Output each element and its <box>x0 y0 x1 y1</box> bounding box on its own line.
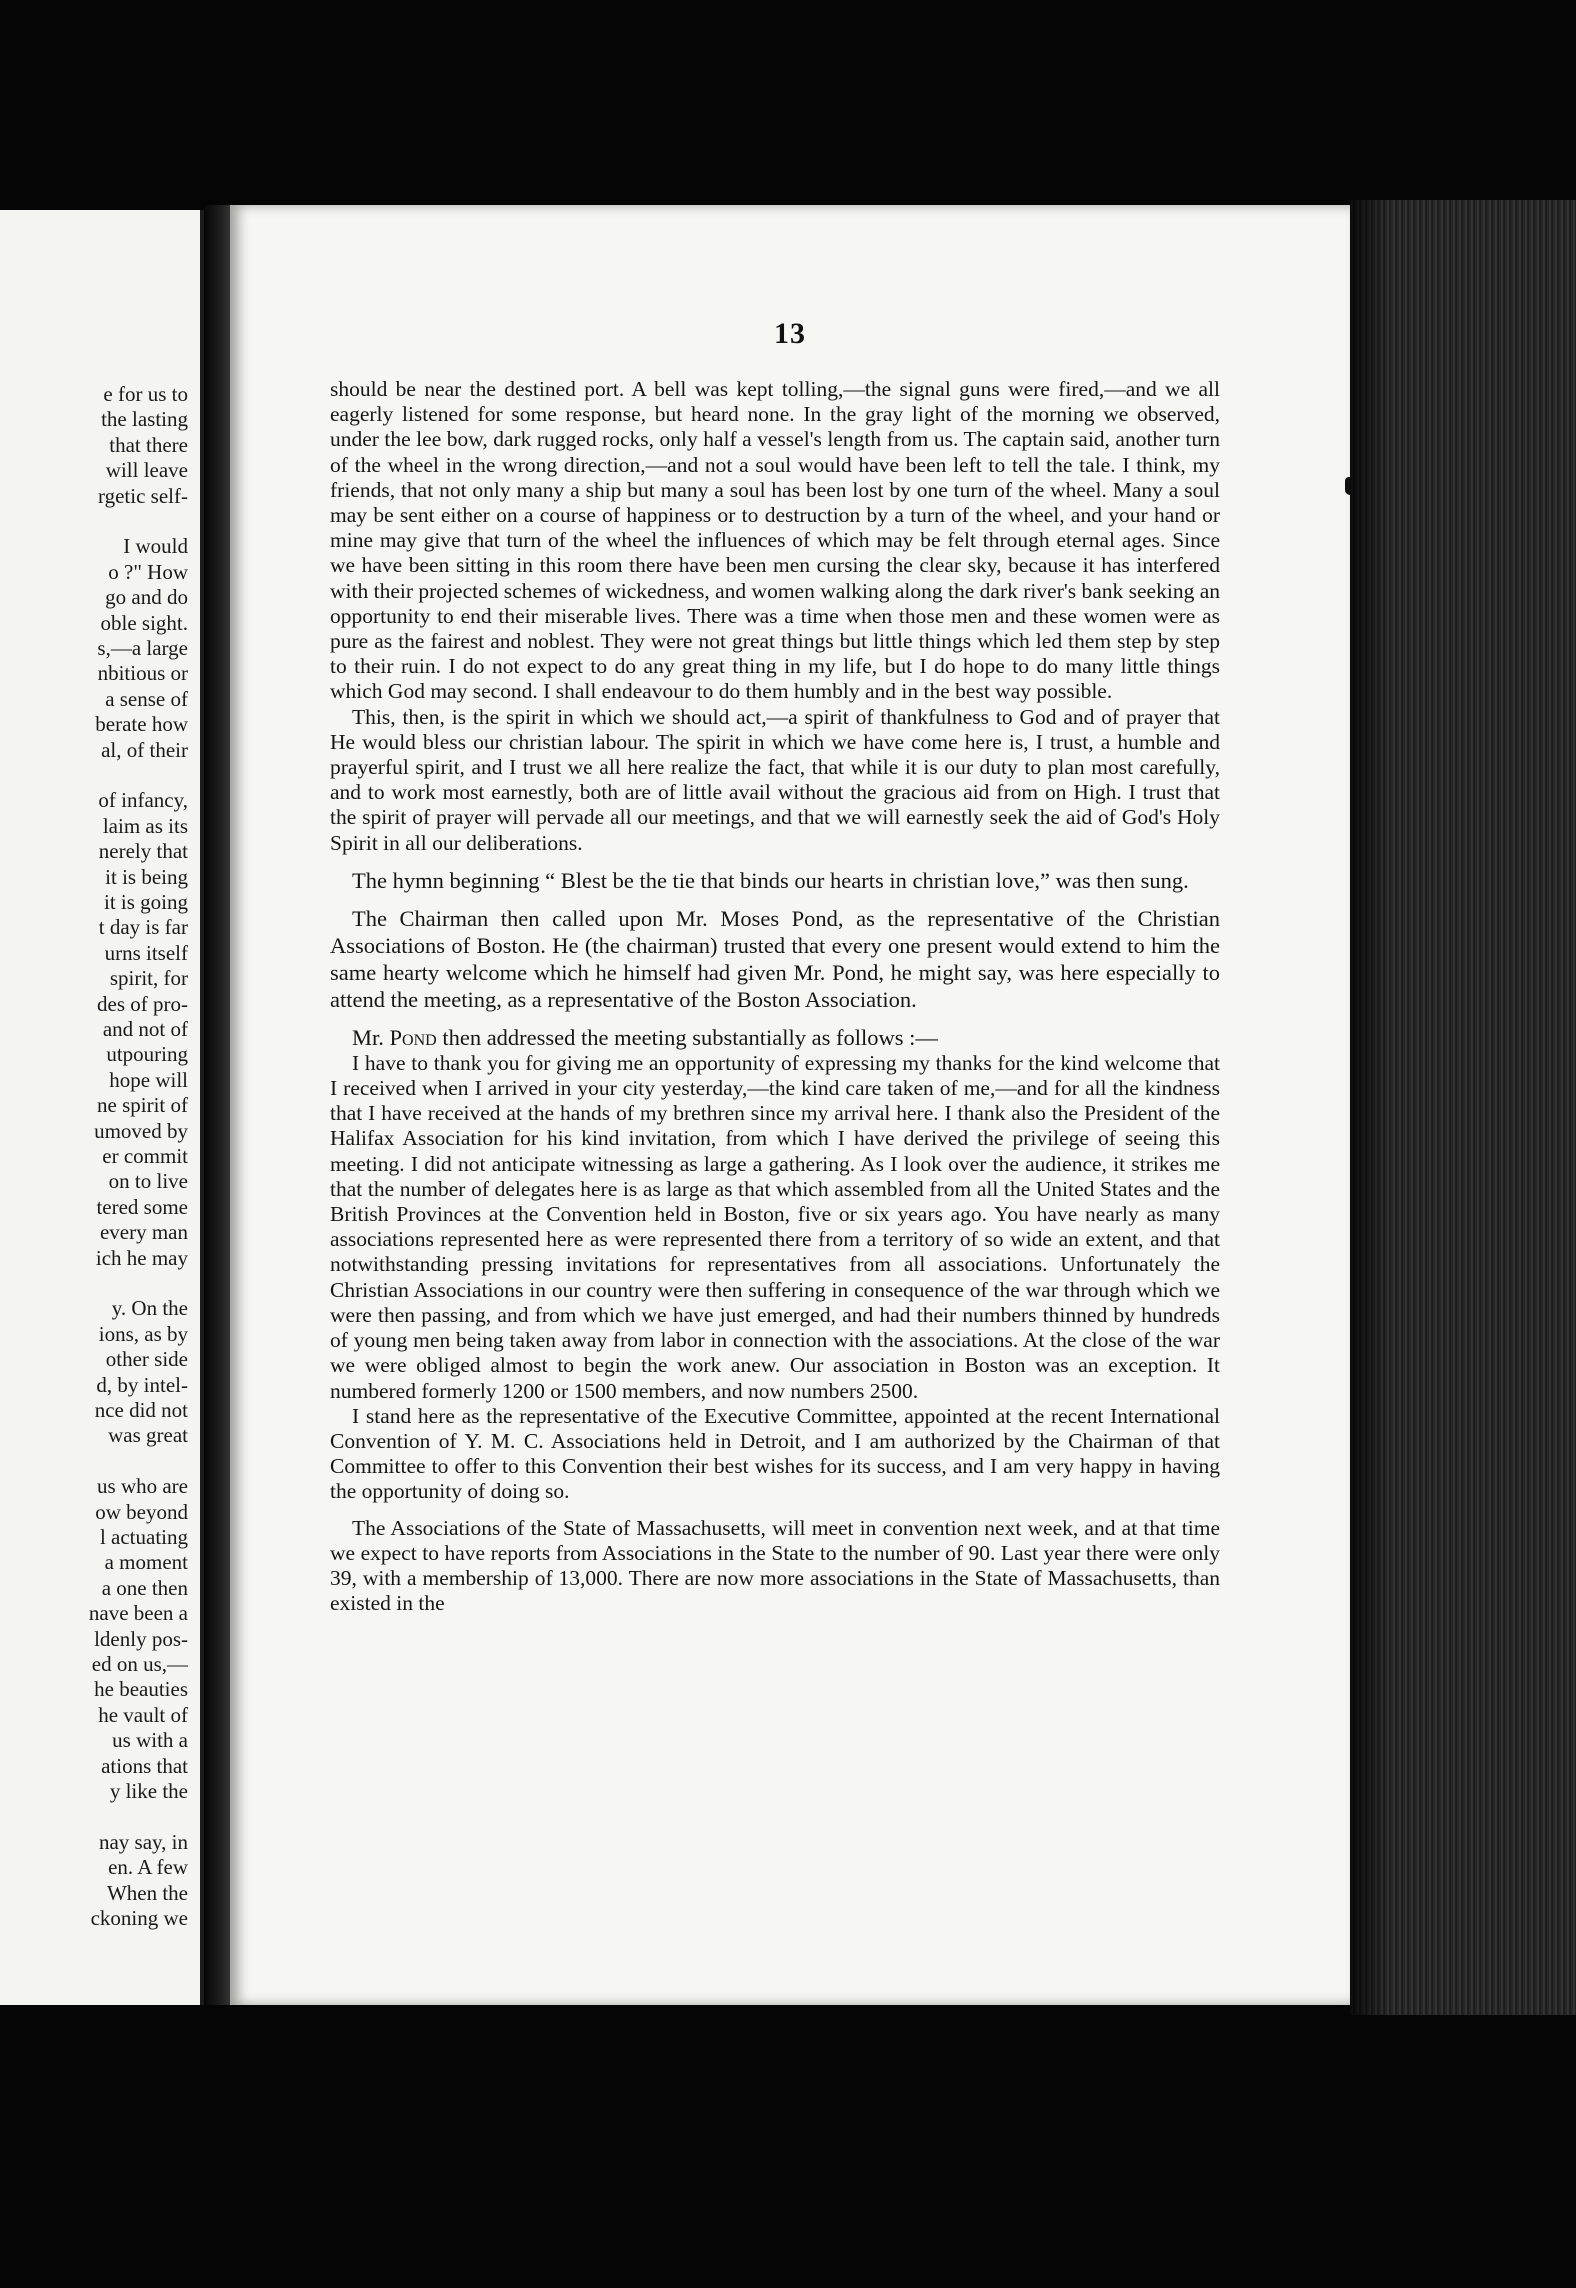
facing-page-line: ed on us,— <box>91 1652 188 1676</box>
facing-page-line: spirit, for <box>109 966 188 991</box>
facing-page-line: en. A few <box>108 1855 188 1880</box>
page-number: 13 <box>774 317 806 350</box>
facing-page-line: o ?" How <box>108 559 188 584</box>
speaker-prefix: Mr. <box>352 1024 390 1050</box>
book-edge-shadow <box>1350 200 1390 2015</box>
facing-page-line: rgetic self- <box>98 483 188 508</box>
facing-page-line: nay say, in <box>98 1829 188 1854</box>
facing-page-line: and not of <box>102 1017 188 1041</box>
facing-page-line: will leave <box>105 458 188 483</box>
speaker-name: Pond <box>389 1024 437 1050</box>
facing-page-line: berate how <box>95 712 188 737</box>
paragraph-ship-anecdote: should be near the destined port. A bell was kept tolling,—the signal guns were fired,—and we all eagerly listened for some response, but heard none. In the gray light of the morning we observed, under the lee bow, dark rugged rocks, only half a vessel's length from us. The captain said, another turn of the wheel in the wrong direction,—and not a soul would have been left to tell the tale. I think, my friends, that not only many a ship but many a soul has been lost by one turn of the wheel. Many a soul may be sent either on a course of happiness or to destruction by a turn of the wheel, and your hand or mine may give that turn of the wheel the influences of which may be felt through eternal ages. Since we have been sitting in this room there have been men cursing the clear sky, because it has interfered with their projected schemes of wickedness, and women walking along the dark river's bank seeking an opportunity to end their miserable lives. There was a time when those men and these women were as pure as the fairest and noblest. They were not great things but little things which led them step by step to their ruin. I do not expect to do any great thing in my life, but I do hope to do many little things which God may second. I shall endeavour to do them humbly and in the best way possible. <box>330 377 1220 704</box>
facing-page-line: er commit <box>102 1144 188 1168</box>
book-gutter <box>204 205 230 2005</box>
facing-page-line: ations that <box>101 1753 188 1778</box>
facing-page-line: l actuating <box>99 1525 188 1549</box>
facing-page-line: I would <box>123 534 188 559</box>
facing-page-line: umoved by <box>94 1118 188 1143</box>
facing-page-line: y. On the <box>111 1296 188 1321</box>
facing-page-line: he vault of <box>98 1702 188 1727</box>
facing-page-line: that there <box>109 432 188 457</box>
facing-page-line: When the <box>106 1880 188 1905</box>
paragraph-massachusetts: The Associations of the State of Massachusetts, will meet in convention next week, and at that time we expect to have reports from Associations in the State to the number of 90. Last year there were only 39, with a membership of 13,000. There are now more associations in the State of Massachusetts, than existed in the <box>330 1515 1220 1616</box>
paragraph-chairman-introduction: The Chairman then called upon Mr. Moses Pond, as the representative of the Christian Associations of Boston. He (the chairman) trusted that every one present would extend to him the same hearty welcome which he himself had given Mr. Pond, he might say, was here especially to attend the meeting, as a representative of the Boston Association. <box>330 905 1220 1012</box>
facing-page-line: nce did not <box>94 1398 188 1422</box>
facing-page-line: ow beyond <box>95 1499 188 1524</box>
facing-page-line: utpouring <box>106 1042 188 1067</box>
facing-page-line: was great <box>108 1423 188 1448</box>
facing-page-line: d, by intel- <box>96 1372 188 1397</box>
document-page <box>230 205 1350 2005</box>
facing-page-line: tered some <box>96 1194 188 1219</box>
facing-page-line: des of pro- <box>97 991 188 1016</box>
paragraph-spirit-of-prayer: This, then, is the spirit in which we should act,—a spirit of thankfulness to God and of prayer that He would bless our christian labour. The spirit in which we have come here is, I trust, a humble and prayerful spirit, and I trust we all here realize the fact, that while it is our duty to plan most carefully, and to work most earnestly, both are of little avail without the gracious aid from on High. I trust that the spirit of prayer will pervade all our meetings, and that we will earnestly seek the aid of God's Holy Spirit in all our deliberations. <box>330 704 1220 855</box>
facing-page-line: he beauties <box>94 1677 188 1702</box>
facing-page-line: it is being <box>105 864 188 889</box>
facing-page-line: y like the <box>109 1779 188 1803</box>
facing-page-line: hope will <box>109 1067 188 1092</box>
facing-page-line: it is going <box>103 890 188 914</box>
facing-page-line: us who are <box>97 1474 188 1499</box>
facing-page-line: a sense of <box>105 686 188 711</box>
page-body <box>330 377 1220 1616</box>
facing-page-line: t day is far <box>98 915 188 940</box>
facing-page-line: e for us to <box>103 382 188 406</box>
paragraph-hymn: The hymn beginning “ Blest be the tie that binds our hearts in christian love,” was then sung. <box>352 867 1189 893</box>
facing-page-line: other side <box>105 1347 188 1372</box>
paragraph-executive-committee: I stand here as the representative of the Executive Committee, appointed at the recent International Convention of Y. M. C. Associations held in Detroit, and I am authorized by the Chairman of that Committee to offer to this Convention their best wishes for its success, and I am very happy in having the opportunity of doing so. <box>330 1403 1220 1504</box>
facing-page-line: the lasting <box>101 407 188 432</box>
facing-page-line: ich he may <box>95 1245 188 1270</box>
paragraph-thanks: I have to thank you for giving me an opportunity of expressing my thanks for the kind welcome that I received when I arrived in your city yesterday,—the kind care taken of me,—and for all the kindness that I have received at the hands of my brethren since my arrival here. I thank also the President of the Halifax Association for his kind invitation, from which I have derived the privilege of seeing this meeting. I did not anticipate witnessing as large a gathering. As I look over the audience, it strikes me that the number of delegates here is as large as that which assembled from all the United States and the British Provinces at the Convention held in Boston, five or six years ago. You have nearly as many associations represented here as were represented there from a territory of so wide an extent, and that notwithstanding pressing invitations for representatives from all associations. Unfortunately the Christian Associations in our country were then suffering in consequence of the war through which we were then passing, and from which we have just emerged, and had their numbers thinned by hundreds of young men being taken away from labor in connection with the associations. At the close of the war we were obliged almost to begin the work anew. Our association in Boston was an exception. It numbered formerly 1200 or 1500 members, and now numbers 2500. <box>330 1050 1220 1403</box>
facing-page-line: of infancy, <box>98 788 188 813</box>
facing-page-line: ne spirit of <box>97 1093 188 1118</box>
facing-page-line: a moment <box>104 1550 188 1575</box>
paragraph-speaker-intro <box>330 1024 1220 1051</box>
facing-page-line: s,—a large <box>97 636 188 660</box>
speaker-intro-text: then addressed the meeting substantially as follows :— <box>442 1024 938 1050</box>
facing-page-line: urns itself <box>104 940 188 965</box>
facing-page-line: ldenly pos- <box>94 1626 188 1651</box>
facing-page-fragment <box>0 210 204 2005</box>
facing-page-line: every man <box>99 1220 188 1245</box>
facing-page-line: nave been a <box>88 1601 188 1626</box>
facing-page-line: ckoning we <box>90 1906 188 1930</box>
facing-page-line: on to live <box>108 1169 188 1194</box>
facing-page-line: ions, as by <box>98 1321 188 1346</box>
facing-page-line: nerely that <box>98 839 188 864</box>
facing-page-line: al, of their <box>101 737 188 762</box>
facing-page-line: nbitious or <box>97 661 188 686</box>
facing-page-line: oble sight. <box>100 610 188 635</box>
facing-page-line: us with a <box>112 1728 188 1753</box>
facing-page-line: go and do <box>105 585 188 610</box>
facing-page-line: laim as its <box>102 813 188 838</box>
facing-page-line: a one then <box>101 1575 188 1600</box>
